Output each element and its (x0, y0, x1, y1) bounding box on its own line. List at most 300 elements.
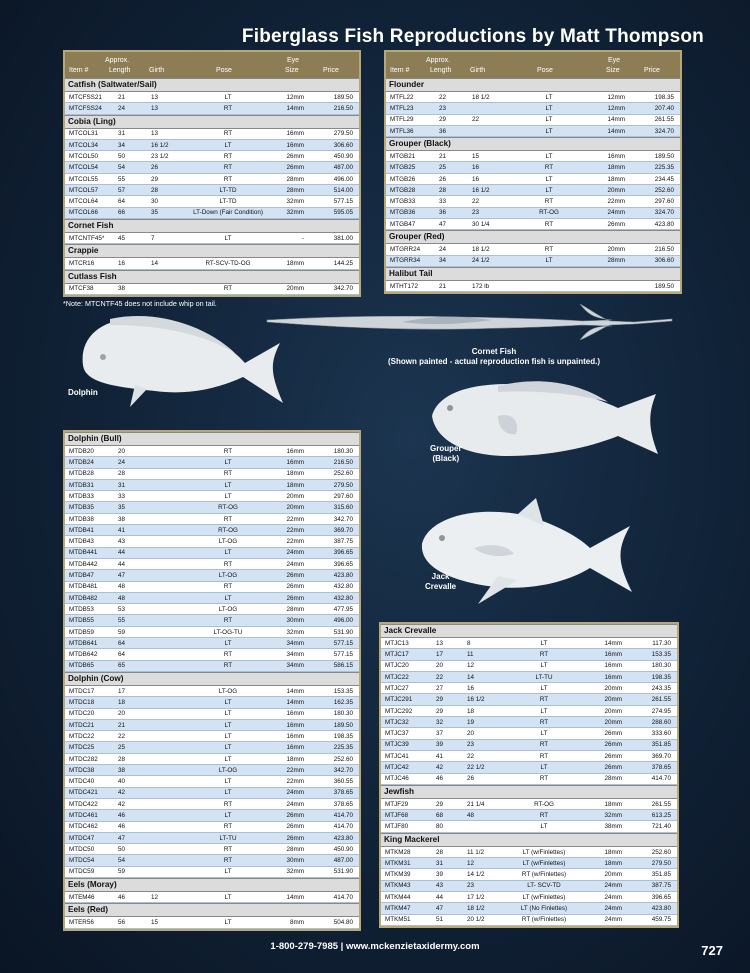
cell-length: 47 (117, 572, 125, 580)
cell-price: 487.00 (333, 164, 353, 172)
cell-pose: LT (224, 732, 232, 740)
cell-eye-size: 20mm (286, 504, 304, 512)
cell-pose: LT (540, 707, 548, 715)
cell-eye-size: 20mm (286, 285, 304, 293)
cell-girth: 13 (151, 130, 159, 138)
cell-item: MTDB641 (69, 639, 98, 647)
cell-pose: LT (545, 257, 553, 265)
cell-eye-size: 20mm (607, 186, 625, 194)
cell-length: 39 (435, 741, 443, 749)
cell-price: 162.35 (333, 699, 353, 707)
section-heading: Cobia (Ling) (65, 115, 359, 129)
section-heading: Dolphin (Bull) (65, 432, 359, 446)
cell-item: MTJC17 (385, 651, 409, 659)
cell-eye-size: 24mm (286, 560, 304, 568)
cell-eye-size: 34mm (286, 662, 304, 670)
cell-price: 189.50 (654, 282, 674, 290)
cell-girth: 13 (151, 93, 159, 101)
cell-girth: 18 1/2 (472, 246, 490, 254)
cell-item: MTDC18 (69, 699, 95, 707)
table-row (65, 661, 359, 672)
cell-length: 48 (117, 594, 125, 602)
cell-price: 531.90 (333, 868, 353, 876)
cell-length: 36 (438, 209, 446, 217)
cell-price: 180.30 (333, 447, 353, 455)
cell-pose: RT (223, 515, 233, 523)
cell-item: MTDC22 (69, 732, 95, 740)
table-row (386, 196, 680, 207)
cell-item: MTDB53 (69, 605, 94, 613)
cell-price: 333.60 (651, 730, 671, 738)
cell-length: 32 (435, 718, 443, 726)
table-row (65, 686, 359, 697)
cell-length: 17 (435, 651, 443, 659)
cell-length: 20 (117, 710, 125, 718)
cell-price: 279.50 (333, 481, 353, 489)
table-row (65, 162, 359, 173)
cell-eye-size: 18mm (604, 859, 622, 867)
cell-pose: LT- SCV-TD (527, 882, 561, 890)
item-col-header: Item # (69, 67, 89, 74)
cell-length: 16 (117, 260, 125, 268)
table-row (386, 281, 680, 292)
length-col-header: Length (430, 67, 452, 74)
table-row (65, 788, 359, 799)
cell-eye-size: 24mm (604, 905, 622, 913)
table-row (65, 638, 359, 649)
cell-price: 261.55 (651, 800, 671, 808)
section-heading: Grouper (Red) (386, 230, 680, 244)
table-row (65, 491, 359, 502)
cell-length: 24 (117, 105, 125, 113)
cell-length: 56 (117, 919, 125, 927)
cell-price: 351.85 (651, 741, 671, 749)
cell-eye-size: 26mm (286, 834, 304, 842)
cell-eye-size: 24mm (604, 916, 622, 924)
cell-price: 423.80 (651, 905, 671, 913)
cell-eye-size: 34mm (286, 639, 304, 647)
table-row (65, 582, 359, 593)
table-row (381, 638, 677, 649)
cell-eye-size: 24mm (286, 800, 304, 808)
cell-girth: 15 (472, 152, 480, 160)
cell-length: 53 (117, 605, 125, 613)
cell-eye-size: 22mm (286, 538, 304, 546)
cell-item: MTDC40 (69, 778, 95, 786)
cell-pose: RT (223, 583, 233, 591)
pose-col-header: Pose (216, 67, 232, 74)
cell-eye-size: 28mm (607, 257, 625, 265)
table-row (381, 810, 677, 821)
cell-eye-size: 26mm (286, 152, 304, 160)
grouper-fish-image (428, 376, 660, 466)
cell-pose: RT (223, 447, 233, 455)
table-row (65, 615, 359, 626)
cell-pose: RT (223, 857, 233, 865)
cell-price: 450.90 (333, 845, 353, 853)
cell-length: 42 (117, 800, 125, 808)
table-row (65, 709, 359, 720)
cell-length: 22 (438, 93, 446, 101)
cell-pose: LT (w/Finlettes) (522, 848, 566, 856)
dolphin-fish-image (75, 305, 290, 420)
table-row (65, 892, 359, 903)
cell-price: 261.55 (654, 116, 674, 124)
cell-girth: 16 (467, 684, 475, 692)
cell-pose: LT (545, 175, 553, 183)
cell-pose: RT (223, 823, 233, 831)
cell-length: 57 (117, 186, 125, 194)
table-row (381, 881, 677, 892)
table-row (381, 694, 677, 705)
table-row (65, 627, 359, 638)
cell-eye-size: 8mm (290, 919, 304, 927)
cell-length: 17 (117, 687, 125, 695)
cell-pose: RT (223, 800, 233, 808)
cell-item: MTKM44 (385, 893, 411, 901)
table-row (65, 810, 359, 821)
cell-length: 28 (117, 755, 125, 763)
table-row (65, 799, 359, 810)
cell-length: 21 (117, 93, 125, 101)
cell-pose: RT-OG (534, 800, 554, 808)
table-row (381, 717, 677, 728)
cell-eye-size: 16mm (604, 662, 622, 670)
cell-price: 423.80 (333, 572, 353, 580)
cell-eye-size: 18mm (604, 848, 622, 856)
cell-pose: LT (224, 755, 232, 763)
table-row (386, 162, 680, 173)
table-row (381, 869, 677, 880)
cell-eye-size: 18mm (286, 260, 304, 268)
table-row (65, 765, 359, 776)
cell-pose: LT (224, 893, 232, 901)
cell-item: MTGB36 (390, 209, 416, 217)
cell-eye-size: 26mm (286, 823, 304, 831)
cell-price: 459.75 (651, 916, 671, 924)
cell-pose: LT (224, 778, 232, 786)
cell-pose: LT-Down (Fair Condition) (193, 209, 263, 217)
cell-girth: 18 1/2 (472, 93, 490, 101)
cell-item: MTGB47 (390, 220, 416, 228)
cell-pose: RT (539, 811, 549, 819)
cell-eye-size: 14mm (286, 699, 304, 707)
table-row (381, 762, 677, 773)
price-col-header: Price (644, 67, 660, 74)
cell-price: 297.60 (654, 198, 674, 206)
cell-pose: LT (224, 481, 232, 489)
table-row (65, 129, 359, 140)
cell-item: MTCFSS21 (69, 93, 102, 101)
cell-item: MTDC21 (69, 721, 95, 729)
cell-girth: 24 1/2 (472, 257, 490, 265)
cell-girth: 23 (467, 741, 475, 749)
cell-eye-size: 14mm (286, 687, 304, 695)
cell-item: MTCR16 (69, 260, 95, 268)
cell-eye-size: 28mm (286, 605, 304, 613)
cell-pose: LT (224, 789, 232, 797)
cell-price: 243.35 (651, 684, 671, 692)
cell-length: 47 (117, 834, 125, 842)
cell-girth: 16 1/2 (467, 696, 485, 704)
cell-eye-size: 18mm (607, 175, 625, 183)
table-row (65, 480, 359, 491)
cell-price: 207.40 (654, 105, 674, 113)
cell-item: MTGB33 (390, 198, 416, 206)
cell-item: MTDC54 (69, 857, 95, 865)
cell-pose: LT (No Finlettes) (520, 905, 568, 913)
cell-girth: 20 (467, 730, 475, 738)
cell-girth: 16 (472, 175, 480, 183)
cell-price: 234.45 (654, 175, 674, 183)
cell-price: 306.60 (654, 257, 674, 265)
cell-girth: 26 (151, 164, 159, 172)
cell-item: MTCOL55 (69, 175, 99, 183)
jack-crevalle-caption (425, 572, 456, 592)
cell-item: MTJC22 (385, 673, 409, 681)
price-table-catfish-to-cutlass (63, 50, 361, 297)
cell-pose: LT (224, 459, 232, 467)
cell-pose: LT-OG (218, 605, 238, 613)
cell-length: 43 (117, 538, 125, 546)
table-row (65, 469, 359, 480)
table-row (381, 740, 677, 751)
cell-eye-size: 38mm (604, 823, 622, 831)
item-col-header: Item # (390, 67, 410, 74)
cell-pose: RT-OG (539, 209, 559, 217)
table-row (386, 115, 680, 126)
cell-item: MTJF80 (385, 823, 409, 831)
grouper-caption (430, 444, 462, 464)
cell-price: 252.60 (651, 848, 671, 856)
cell-price: 450.90 (333, 152, 353, 160)
cell-pose: RT (223, 105, 233, 113)
cell-price: 189.50 (333, 93, 353, 101)
cell-price: 216.50 (333, 105, 353, 113)
table-row (381, 706, 677, 717)
cell-pose: LT (540, 730, 548, 738)
cell-pose: RT (539, 718, 549, 726)
table-row (65, 844, 359, 855)
section-heading: Crappie (65, 244, 359, 258)
cell-girth: 13 (151, 105, 159, 113)
cell-length: 50 (117, 152, 125, 160)
cell-length: 25 (438, 164, 446, 172)
grouper-caption-line2: (Black) (432, 454, 460, 463)
cell-item: MTDC461 (69, 812, 98, 819)
cell-length: 65 (117, 662, 125, 670)
cell-pose: RT (223, 662, 233, 670)
cell-eye-size: 28mm (286, 175, 304, 183)
size-col-header: Size (285, 67, 299, 74)
cell-length: 37 (435, 730, 443, 738)
price-col-header: Price (323, 67, 339, 74)
cell-eye-size: 16mm (604, 673, 622, 681)
cell-pose: LT (224, 549, 232, 557)
cell-pose: RT (223, 152, 233, 160)
cell-pose: LT-TD (219, 186, 237, 194)
cell-item: MTDC38 (69, 766, 95, 774)
section-heading: Dolphin (Cow) (65, 672, 359, 686)
approx-label: Approx. (426, 57, 451, 64)
cell-eye-size: 14mm (604, 639, 622, 647)
cell-length: 64 (117, 198, 125, 206)
cornet-caption-line2: (Shown painted - actual reproduction fish is unpainted.) (388, 357, 601, 366)
cell-item: MTKM28 (385, 848, 411, 856)
cell-item: MTGRR24 (390, 246, 421, 254)
cell-price: 198.35 (651, 673, 671, 681)
cell-girth: 18 (467, 707, 475, 715)
cell-eye-size: 14mm (286, 105, 304, 113)
cell-item: MTJC27 (385, 684, 409, 692)
cell-item: MTHT172 (390, 282, 418, 290)
cell-pose: RT (539, 741, 549, 749)
cell-eye-size: 24mm (604, 893, 622, 901)
cell-price: 414.70 (333, 812, 353, 819)
cornet-caption-line1: Cornet Fish (471, 347, 517, 356)
cell-eye-size: 16mm (286, 732, 304, 740)
cell-length: 64 (117, 651, 125, 659)
table-row (65, 233, 359, 244)
cell-price: 198.35 (654, 93, 674, 101)
cell-price: 423.80 (333, 834, 353, 842)
cell-length: 66 (117, 209, 125, 217)
cell-item: MTJC20 (385, 662, 409, 670)
cell-girth: 12 (151, 893, 159, 901)
cell-price: 577.15 (333, 639, 353, 647)
cell-price: 153.35 (651, 651, 671, 659)
cell-pose: LT (w/Finlettes) (522, 893, 566, 901)
cell-item: MTGB28 (390, 186, 416, 194)
cell-girth: 16 (472, 164, 480, 172)
cell-length: 46 (117, 812, 125, 819)
cell-price: 252.60 (654, 186, 674, 194)
cell-pose: LT-TU (535, 673, 553, 681)
cell-length: 26 (438, 175, 446, 183)
table-row (65, 867, 359, 878)
cell-length: 23 (438, 105, 446, 113)
cell-price: 342.70 (333, 766, 353, 774)
cell-girth: 29 (151, 175, 159, 183)
cell-item: MTJC39 (385, 741, 409, 749)
table-row (381, 683, 677, 694)
cell-eye-size: 18mm (286, 470, 304, 478)
cell-length: 43 (435, 882, 443, 890)
cell-eye-size: 20mm (286, 492, 304, 500)
cell-item: MTFL23 (390, 105, 414, 113)
cell-item: MTCNTF45* (69, 234, 105, 242)
cell-eye-size: 26mm (604, 752, 622, 760)
cell-girth: 14 (467, 673, 475, 681)
table-row (386, 151, 680, 162)
table-row (65, 151, 359, 162)
table-row (381, 847, 677, 858)
cell-length: 47 (435, 905, 443, 913)
table-row (381, 774, 677, 785)
cell-item: MTJC292 (385, 707, 413, 715)
cell-eye-size: 24mm (286, 549, 304, 557)
cell-pose: LT (540, 684, 548, 692)
table-row (381, 858, 677, 869)
cell-girth: 15 (151, 919, 159, 927)
cell-pose: LT (540, 764, 548, 772)
cell-eye-size: 26mm (604, 741, 622, 749)
cell-length: 28 (438, 186, 446, 194)
cell-price: 496.00 (333, 617, 353, 625)
cell-pose: LT (224, 93, 232, 101)
dolphin-caption: Dolphin (68, 388, 98, 397)
cell-price: 252.60 (333, 470, 353, 478)
cell-girth: 20 1/2 (467, 916, 485, 924)
cell-item: MTDB442 (69, 560, 98, 568)
cell-length: 68 (435, 811, 443, 819)
cell-item: MTDB441 (69, 549, 98, 557)
cell-item: MTJC46 (385, 775, 409, 783)
cell-price: 180.30 (333, 710, 353, 718)
cell-girth: 22 1/2 (467, 764, 485, 772)
cell-girth: 18 1/2 (467, 905, 485, 913)
table-row (381, 672, 677, 683)
cell-length: 25 (117, 744, 125, 752)
cell-eye-size: 28mm (286, 186, 304, 194)
cell-price: 306.60 (333, 141, 353, 149)
cell-item: MTDB20 (69, 447, 94, 455)
table-row (386, 256, 680, 267)
cell-length: 34 (117, 141, 125, 149)
cell-eye-size: 26mm (607, 220, 625, 228)
cell-item: MTGB26 (390, 175, 416, 183)
cell-pose: RT-OG (218, 504, 238, 512)
table-row (381, 892, 677, 903)
table-row (65, 258, 359, 269)
table-row (65, 103, 359, 114)
table-row (386, 244, 680, 255)
cell-girth: 35 (151, 209, 159, 217)
cell-pose: RT-OG (218, 526, 238, 534)
cell-girth: 22 (472, 198, 480, 206)
cell-pose: LT (224, 868, 232, 876)
cell-pose: RT (544, 164, 554, 172)
cell-pose: LT-TD (219, 198, 237, 206)
size-col-header: Size (606, 67, 620, 74)
cell-length: 64 (117, 639, 125, 647)
cell-eye-size: 30mm (286, 617, 304, 625)
cell-pose: LT (224, 639, 232, 647)
cell-length: 42 (117, 789, 125, 797)
girth-col-header: Girth (470, 67, 486, 74)
cell-pose: RT (223, 130, 233, 138)
cell-length: 29 (435, 707, 443, 715)
section-heading: Catfish (Saltwater/Sail) (65, 78, 359, 92)
table-row (65, 536, 359, 547)
cell-length: 28 (117, 470, 125, 478)
cell-price: 324.70 (654, 127, 674, 135)
cell-length: 29 (435, 800, 443, 808)
cell-length: 55 (117, 175, 125, 183)
cell-girth: 48 (467, 811, 475, 819)
cell-price: 369.70 (333, 526, 353, 534)
cell-length: 44 (117, 560, 125, 568)
cell-length: 36 (438, 127, 446, 135)
cell-price: 288.60 (651, 718, 671, 726)
cell-item: MTFL29 (390, 116, 414, 124)
cell-girth: 16 1/2 (151, 141, 169, 149)
table-row (381, 903, 677, 914)
cell-eye-size: 34mm (286, 651, 304, 659)
cell-eye-size: 32mm (604, 811, 622, 819)
cell-item: MTFL36 (390, 127, 414, 135)
cell-length: 22 (117, 732, 125, 740)
